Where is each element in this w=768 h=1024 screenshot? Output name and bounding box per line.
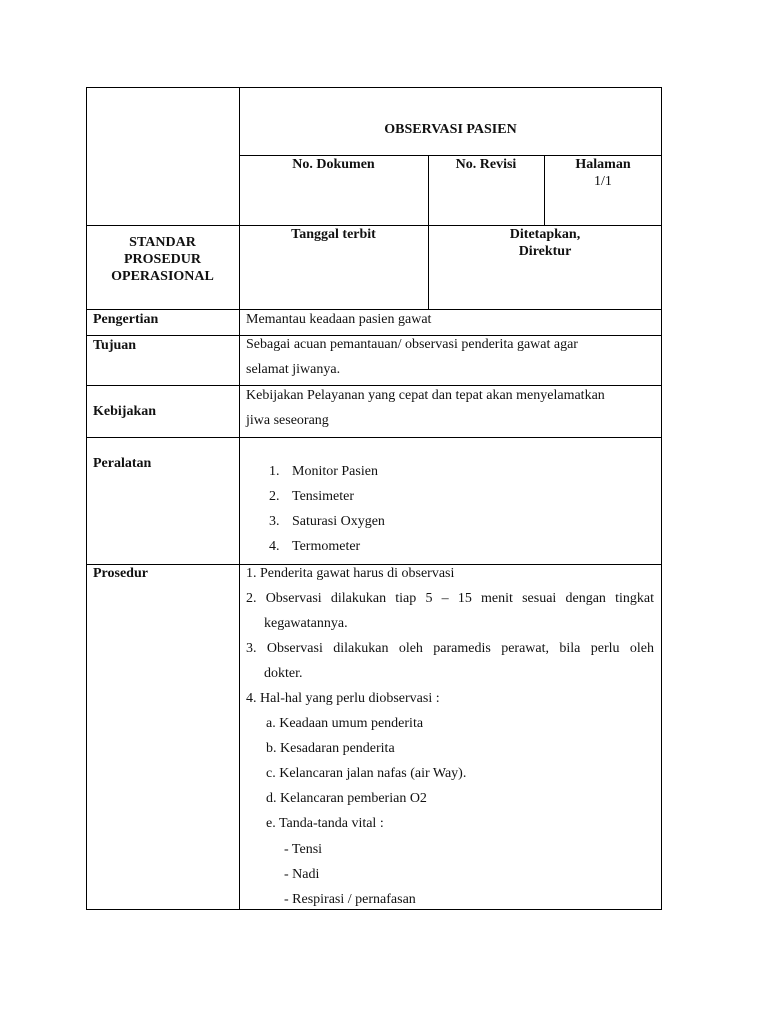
observasi-item-e: e. Tanda-tanda vital : [266,816,384,831]
peralatan-item: Monitor Pasien [292,464,378,479]
row-divider-kebijakan [86,437,662,438]
vital-sign-nadi: - Nadi [284,867,320,882]
tujuan-text-line-2: selamat jiwanya. [246,362,341,377]
sop-label-line-2: PROSEDUR [123,252,201,267]
halaman-value: 1/1 [594,174,612,189]
observasi-item-d: d. Kelancaran pemberian O2 [266,791,427,806]
no-revisi-label: No. Revisi [455,157,517,172]
prosedur-step-2-line-1: 2. Observasi dilakukan tiap 5 – 15 menit sesuai dengan tingkat [246,591,654,606]
ditetapkan-label: Ditetapkan, [509,227,581,242]
pengertian-label: Pengertian [93,312,159,327]
table-border-right [661,87,662,910]
sop-label-line-3: OPERASIONAL [111,269,214,284]
vital-sign-tensi: - Tensi [284,842,323,857]
vital-sign-respirasi: - Respirasi / pernafasan [284,892,416,907]
peralatan-label: Peralatan [93,456,152,471]
observasi-item-b: b. Kesadaran penderita [266,741,395,756]
kebijakan-text-line-2: jiwa seseorang [246,413,329,428]
peralatan-item: Saturasi Oxygen [292,514,385,529]
peralatan-item: Termometer [292,539,361,554]
tujuan-label: Tujuan [93,338,137,353]
document-title: OBSERVASI PASIEN [384,122,517,137]
prosedur-step-4: 4. Hal-hal yang perlu diobservasi : [246,691,440,706]
peralatan-item-num: 3. [269,514,280,529]
prosedur-step-1: 1. Penderita gawat harus di observasi [246,566,455,581]
prosedur-label: Prosedur [93,566,148,581]
column-divider [239,87,240,910]
sop-label-line-1: STANDAR [129,235,196,250]
sop-document [86,87,662,910]
table-border-left [86,87,87,910]
table-border-top [86,87,662,88]
observasi-item-c: c. Kelancaran jalan nafas (air Way). [266,766,467,781]
pengertian-text: Memantau keadaan pasien gawat [246,312,432,327]
no-dokumen-label: No. Dokumen [292,157,375,172]
peralatan-item-num: 2. [269,489,280,504]
peralatan-item-num: 4. [269,539,280,554]
peralatan-item-num: 1. [269,464,280,479]
tanggal-terbit-label: Tanggal terbit [291,227,376,242]
prosedur-step-3-line-1: 3. Observasi dilakukan oleh paramedis perawat, bila perlu oleh [246,641,654,656]
tujuan-text-line-1: Sebagai acuan pemantauan/ observasi penderita gawat agar [246,337,578,352]
direktur-label: Direktur [518,244,572,259]
peralatan-item: Tensimeter [292,489,354,504]
prosedur-step-3-line-2: dokter. [264,666,303,681]
kebijakan-label: Kebijakan [93,404,157,419]
observasi-item-a: a. Keadaan umum penderita [266,716,424,731]
kebijakan-text-line-1: Kebijakan Pelayanan yang cepat dan tepat akan menyelamatkan [246,388,605,403]
prosedur-step-2-line-2: kegawatannya. [264,616,348,631]
halaman-label: Halaman [575,157,631,172]
